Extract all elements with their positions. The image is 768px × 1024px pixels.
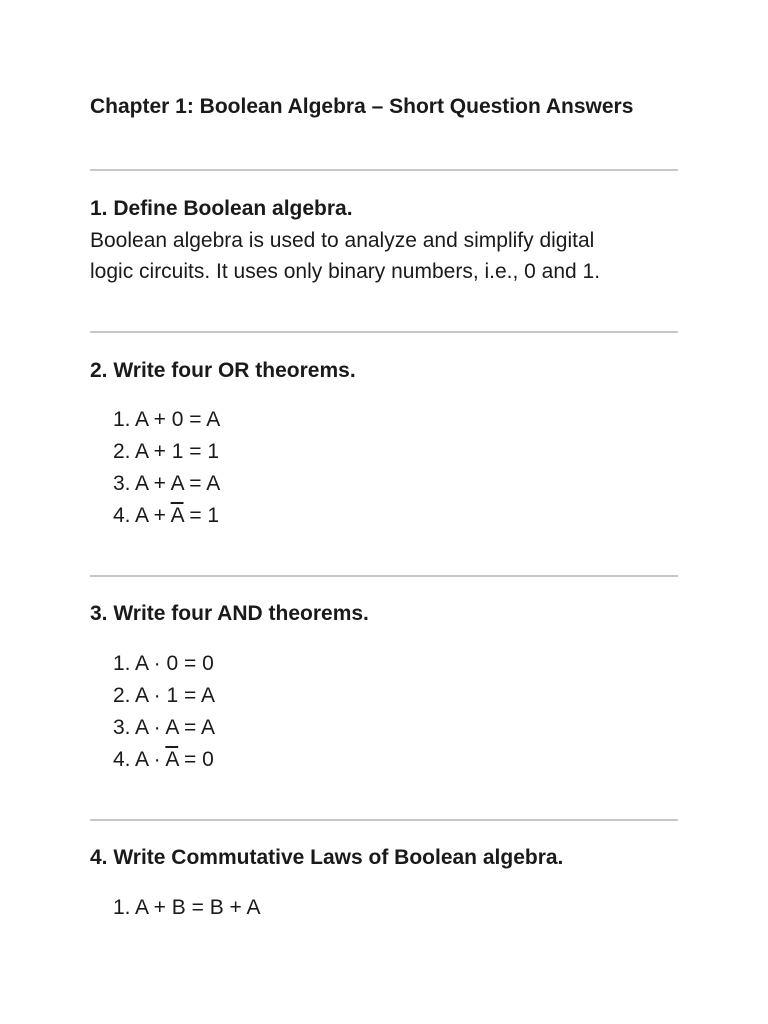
- item-number: 2.: [113, 684, 131, 707]
- theorem-text: A · 1 = A: [135, 684, 215, 707]
- theorem-text: A ·: [135, 748, 166, 771]
- divider: [90, 331, 678, 333]
- list-item: [113, 744, 215, 776]
- question-2-heading: 2. Write four OR theorems.: [90, 359, 356, 382]
- theorem-text: A · 0 = 0: [135, 652, 214, 675]
- theorem-text: A +: [135, 504, 171, 527]
- list-item: [113, 468, 220, 500]
- commutative-laws-list: [113, 892, 261, 924]
- item-number: 1.: [113, 896, 131, 919]
- list-item: [113, 436, 220, 468]
- item-number: 4.: [113, 748, 131, 771]
- item-number: 1.: [113, 652, 131, 675]
- item-number: 3.: [113, 716, 131, 739]
- item-number: 1.: [113, 408, 131, 431]
- list-item: [113, 680, 215, 712]
- item-number: 3.: [113, 472, 131, 495]
- item-number: 2.: [113, 440, 131, 463]
- theorem-text: A + A = A: [135, 472, 221, 495]
- page-title: Chapter 1: Boolean Algebra – Short Question Answers: [90, 95, 634, 118]
- complement-variable: $\overline{A}$: [165, 748, 179, 771]
- list-item: [113, 712, 215, 744]
- and-theorems-list: [113, 648, 215, 776]
- theorem-text: A + B = B + A: [135, 896, 261, 919]
- theorem-text: A · A = A: [135, 716, 215, 739]
- list-item: [113, 404, 220, 436]
- question-3-heading: 3. Write four AND theorems.: [90, 602, 369, 625]
- question-1-heading: 1. Define Boolean algebra.: [90, 197, 353, 220]
- theorem-text: A + 0 = A: [135, 408, 221, 431]
- list-item: [113, 892, 261, 924]
- question-4-heading: 4. Write Commutative Laws of Boolean algebra.: [90, 846, 564, 869]
- item-number: 4.: [113, 504, 131, 527]
- divider: [90, 169, 678, 171]
- list-item: [113, 648, 215, 680]
- theorem-result: = 0: [178, 748, 214, 771]
- answer-line: Boolean algebra is used to analyze and simplify digital: [90, 229, 595, 252]
- theorem-result: = 1: [183, 504, 220, 527]
- question-1-answer: [90, 225, 690, 287]
- divider: [90, 819, 678, 821]
- theorem-text: A + 1 = 1: [135, 440, 220, 463]
- or-theorems-list: [113, 404, 220, 532]
- divider: [90, 575, 678, 577]
- list-item: [113, 500, 220, 532]
- complement-variable: $\overline{A}$: [170, 504, 184, 527]
- answer-line: logic circuits. It uses only binary numbers, i.e., 0 and 1.: [90, 260, 601, 283]
